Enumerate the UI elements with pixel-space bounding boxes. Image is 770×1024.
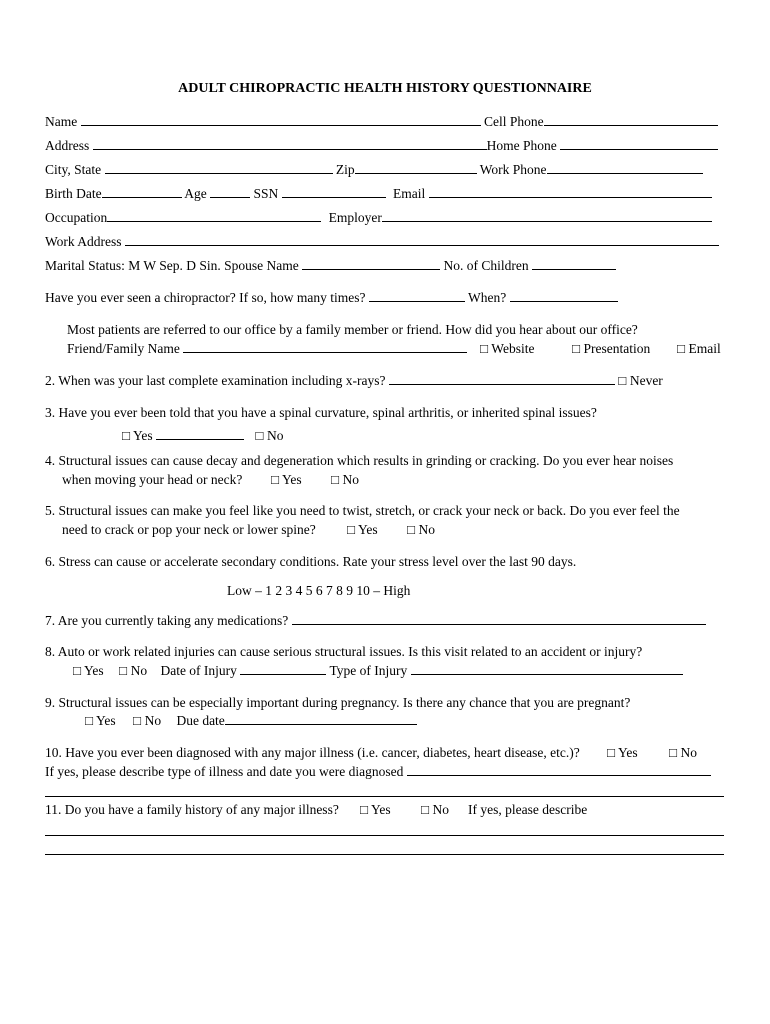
q11-label: 11. Do you have a family history of any major illness? — [45, 802, 339, 817]
birth-row — [45, 185, 712, 203]
q7-row — [45, 612, 706, 630]
website-option[interactable]: □ Website — [480, 341, 535, 356]
q2-row — [45, 372, 663, 390]
age-field[interactable] — [210, 185, 250, 198]
q7-label: 7. Are you currently taking any medications? — [45, 613, 289, 628]
q4-no-option[interactable]: □ No — [331, 472, 360, 487]
q4-label: 4. Structural issues can cause decay and degeneration which results in grinding or cracking. Do you ever hear noises — [45, 453, 674, 468]
friend-family-label: Friend/Family Name — [67, 341, 180, 356]
q3-label: 3. Have you ever been told that you have a spinal curvature, spinal arthritis, or inherited spinal issues? — [45, 405, 597, 420]
email-label: Email — [393, 186, 426, 201]
name-field[interactable] — [81, 113, 481, 126]
work-address-label: Work Address — [45, 234, 122, 249]
q5-label: 5. Structural issues can make you feel like you need to twist, stretch, or crack your neck or back. Do you ever feel the — [45, 503, 680, 518]
q10-extra-line[interactable] — [45, 796, 724, 797]
employer-label: Employer — [328, 210, 382, 225]
friend-family-row — [67, 340, 467, 358]
cell-phone-label: Cell Phone — [483, 114, 544, 129]
zip-label: Zip — [335, 162, 355, 177]
type-injury-field[interactable] — [411, 662, 683, 675]
marital-label: Marital Status: M W Sep. D Sin. Spouse Name — [45, 258, 299, 273]
q8-label: 8. Auto or work related injuries can cause serious structural issues. Is this visit related to an accident or injury? — [45, 644, 643, 659]
email-option[interactable]: □ Email — [677, 341, 721, 356]
birth-date-field[interactable] — [102, 185, 182, 198]
q11-no-option[interactable]: □ No — [421, 802, 450, 817]
address-field[interactable] — [93, 137, 487, 150]
work-address-row — [45, 233, 719, 251]
q3-yes-field[interactable] — [156, 427, 244, 440]
q9-yes-option[interactable]: □ Yes — [85, 713, 116, 728]
city-state-field[interactable] — [105, 161, 333, 174]
times-field[interactable] — [369, 289, 465, 302]
q10-describe-field[interactable] — [407, 763, 711, 776]
due-date-label: Due date — [176, 713, 225, 728]
q5-no-option[interactable]: □ No — [407, 522, 436, 537]
q10-describe-row — [45, 763, 711, 781]
work-phone-field[interactable] — [547, 161, 703, 174]
employer-field[interactable] — [382, 209, 712, 222]
when-field[interactable] — [510, 289, 618, 302]
q11-if-yes-label: If yes, please describe — [468, 802, 588, 817]
zip-field[interactable] — [355, 161, 477, 174]
presentation-option[interactable]: □ Presentation — [572, 341, 651, 356]
birth-date-label: Birth Date — [45, 186, 102, 201]
q6-label: 6. Stress can cause or accelerate secondary conditions. Rate your stress level over the last 90 days. — [45, 554, 577, 569]
city-state-label: City, State — [45, 162, 102, 177]
q5-label-cont: need to crack or pop your neck or lower spine? — [62, 522, 316, 537]
friend-family-field[interactable] — [183, 340, 467, 353]
work-phone-label: Work Phone — [479, 162, 547, 177]
occupation-label: Occupation — [45, 210, 108, 225]
when-label: When? — [468, 290, 507, 305]
age-label: Age — [184, 186, 207, 201]
referral-text: Most patients are referred to our office by a family member or friend. How did you hear about our office? — [67, 322, 638, 337]
spouse-name-field[interactable] — [302, 257, 440, 270]
q8-no-option[interactable]: □ No — [119, 663, 148, 678]
q8-answers — [73, 662, 683, 680]
q11-describe-line-1[interactable] — [45, 835, 724, 836]
address-label: Address — [45, 138, 90, 153]
q2-field[interactable] — [389, 372, 615, 385]
date-injury-label: Date of Injury — [160, 663, 237, 678]
marital-row — [45, 257, 616, 275]
q10-no-option[interactable]: □ No — [669, 745, 698, 760]
q2-label: 2. When was your last complete examination including x-rays? — [45, 373, 386, 388]
q11-yes-option[interactable]: □ Yes — [360, 802, 391, 817]
occupation-field[interactable] — [107, 209, 321, 222]
q10-describe-label: If yes, please describe type of illness and date you were diagnosed — [45, 764, 404, 779]
address-row — [45, 137, 718, 155]
children-field[interactable] — [532, 257, 616, 270]
occupation-row — [45, 209, 712, 227]
q11-describe-line-2[interactable] — [45, 854, 724, 855]
ssn-label: SSN — [253, 186, 279, 201]
home-phone-field[interactable] — [560, 137, 718, 150]
q5-yes-option[interactable]: □ Yes — [347, 522, 378, 537]
children-label: No. of Children — [443, 258, 529, 273]
q9-answers — [85, 712, 417, 730]
work-address-field[interactable] — [125, 233, 719, 246]
city-row — [45, 161, 703, 179]
q10-label: 10. Have you ever been diagnosed with any major illness (i.e. cancer, diabetes, heart disease, etc.)? — [45, 745, 580, 760]
q8-yes-option[interactable]: □ Yes — [73, 663, 104, 678]
stress-scale[interactable]: Low – 1 2 3 4 5 6 7 8 9 10 – High — [227, 583, 411, 598]
q10-yes-option[interactable]: □ Yes — [607, 745, 638, 760]
home-phone-label: Home Phone — [486, 138, 557, 153]
q4-label-cont: when moving your head or neck? — [62, 472, 243, 487]
name-label: Name — [45, 114, 78, 129]
due-date-field[interactable] — [225, 712, 417, 725]
q3-yes-option[interactable]: □ Yes — [122, 428, 153, 443]
name-row — [45, 113, 718, 131]
form-title: ADULT CHIROPRACTIC HEALTH HISTORY QUESTIONNAIRE — [178, 81, 592, 96]
chiro-row — [45, 289, 618, 307]
q3-no-option[interactable]: □ No — [255, 428, 284, 443]
ssn-field[interactable] — [282, 185, 386, 198]
q9-no-option[interactable]: □ No — [133, 713, 162, 728]
email-field[interactable] — [429, 185, 712, 198]
q3-answers — [122, 427, 283, 445]
type-injury-label: Type of Injury — [329, 663, 408, 678]
seen-chiro-label: Have you ever seen a chiropractor? If so, how many times? — [45, 290, 366, 305]
never-option[interactable]: □ Never — [618, 373, 663, 388]
q4-yes-option[interactable]: □ Yes — [271, 472, 302, 487]
q7-field[interactable] — [292, 612, 706, 625]
cell-phone-field[interactable] — [544, 113, 718, 126]
date-injury-field[interactable] — [240, 662, 326, 675]
q9-label: 9. Structural issues can be especially important during pregnancy. Is there any chance that you are pregnant? — [45, 695, 631, 710]
